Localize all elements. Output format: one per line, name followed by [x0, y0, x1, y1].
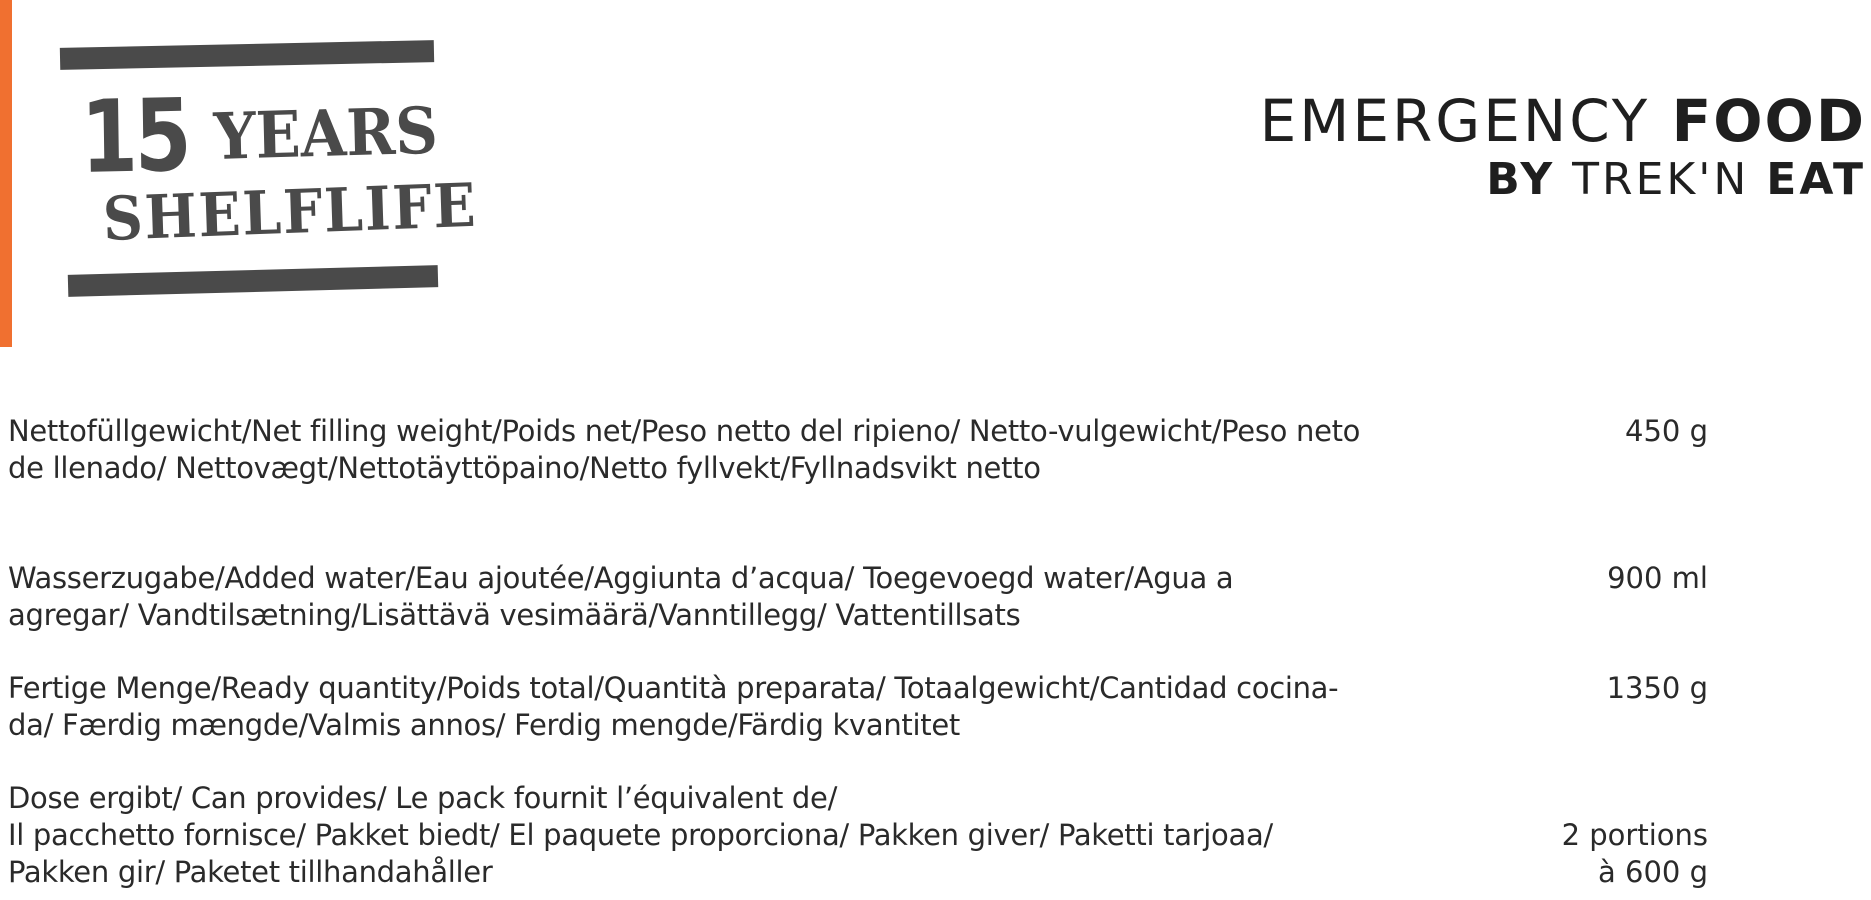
brand-title-light: EMERGENCY: [1259, 87, 1672, 155]
spec-value: [1408, 413, 1708, 450]
spec-value-line: 2 portions: [1561, 818, 1708, 852]
badge-shelflife: SHELFLIFE: [101, 170, 479, 255]
brand-title: [1259, 87, 1866, 155]
spec-description-line: da/ Færdig mængde/Valmis annos/ Ferdig mengde/Färdig kvantitet: [8, 708, 960, 742]
spec-description-line: Pakken gir/ Paketet tillhandahåller: [8, 855, 493, 889]
spec-description-line: Fertige Menge/Ready quantity/Poids total/Quantità preparata/ Totaalgewicht/Cantidad cocina-: [8, 671, 1339, 705]
spec-description-line: Dose ergibt/ Can provides/ Le pack fournit l’équivalent de/: [8, 781, 838, 815]
spec-description: [8, 413, 1361, 487]
spec-description-line: de llenado/ Nettovægt/Nettotäyttöpaino/Netto fyllvekt/Fyllnadsvikt netto: [8, 451, 1041, 485]
brand-eat: EAT: [1766, 154, 1866, 205]
badge-bottom-rule: [68, 265, 438, 297]
spec-value-line: 1350 g: [1606, 671, 1708, 705]
brand-trekn: TREK'N: [1555, 154, 1767, 205]
shelflife-badge: [58, 38, 479, 300]
brand-subtitle: [1260, 154, 1866, 205]
brand-by: BY: [1486, 154, 1556, 205]
brand-title-bold: FOOD: [1671, 87, 1866, 155]
spec-value: [1408, 670, 1708, 707]
badge-number: 15: [79, 76, 190, 196]
spec-description-line: Wasserzugabe/Added water/Eau ajoutée/Aggiunta d’acqua/ Toegevoegd water/Agua a: [8, 561, 1234, 595]
spec-value: [1408, 817, 1708, 891]
spec-description-line: agregar/ Vandtilsætning/Lisättävä vesimäärä/Vanntillegg/ Vattentillsats: [8, 598, 1021, 632]
spec-value-line: 900 ml: [1607, 561, 1708, 595]
spec-value-line: à 600 g: [1598, 855, 1708, 889]
badge-top-rule: [60, 40, 434, 70]
spec-description: [8, 560, 1348, 634]
spec-description-line: Il pacchetto fornisce/ Pakket biedt/ El paquete proporciona/ Pakken giver/ Paketti tarjoaa/: [8, 818, 1273, 852]
spec-value: [1408, 560, 1708, 597]
spec-description: [8, 670, 1348, 744]
spec-description: [8, 780, 1348, 891]
spec-value-line: 450 g: [1625, 414, 1708, 448]
badge-years: YEARS: [212, 93, 439, 175]
spec-description-line: Nettofüllgewicht/Net filling weight/Poids net/Peso netto del ripieno/ Netto-vulgewicht/Peso neto: [8, 414, 1361, 448]
accent-bar: [0, 0, 12, 347]
brand-heading: [1259, 87, 1866, 205]
